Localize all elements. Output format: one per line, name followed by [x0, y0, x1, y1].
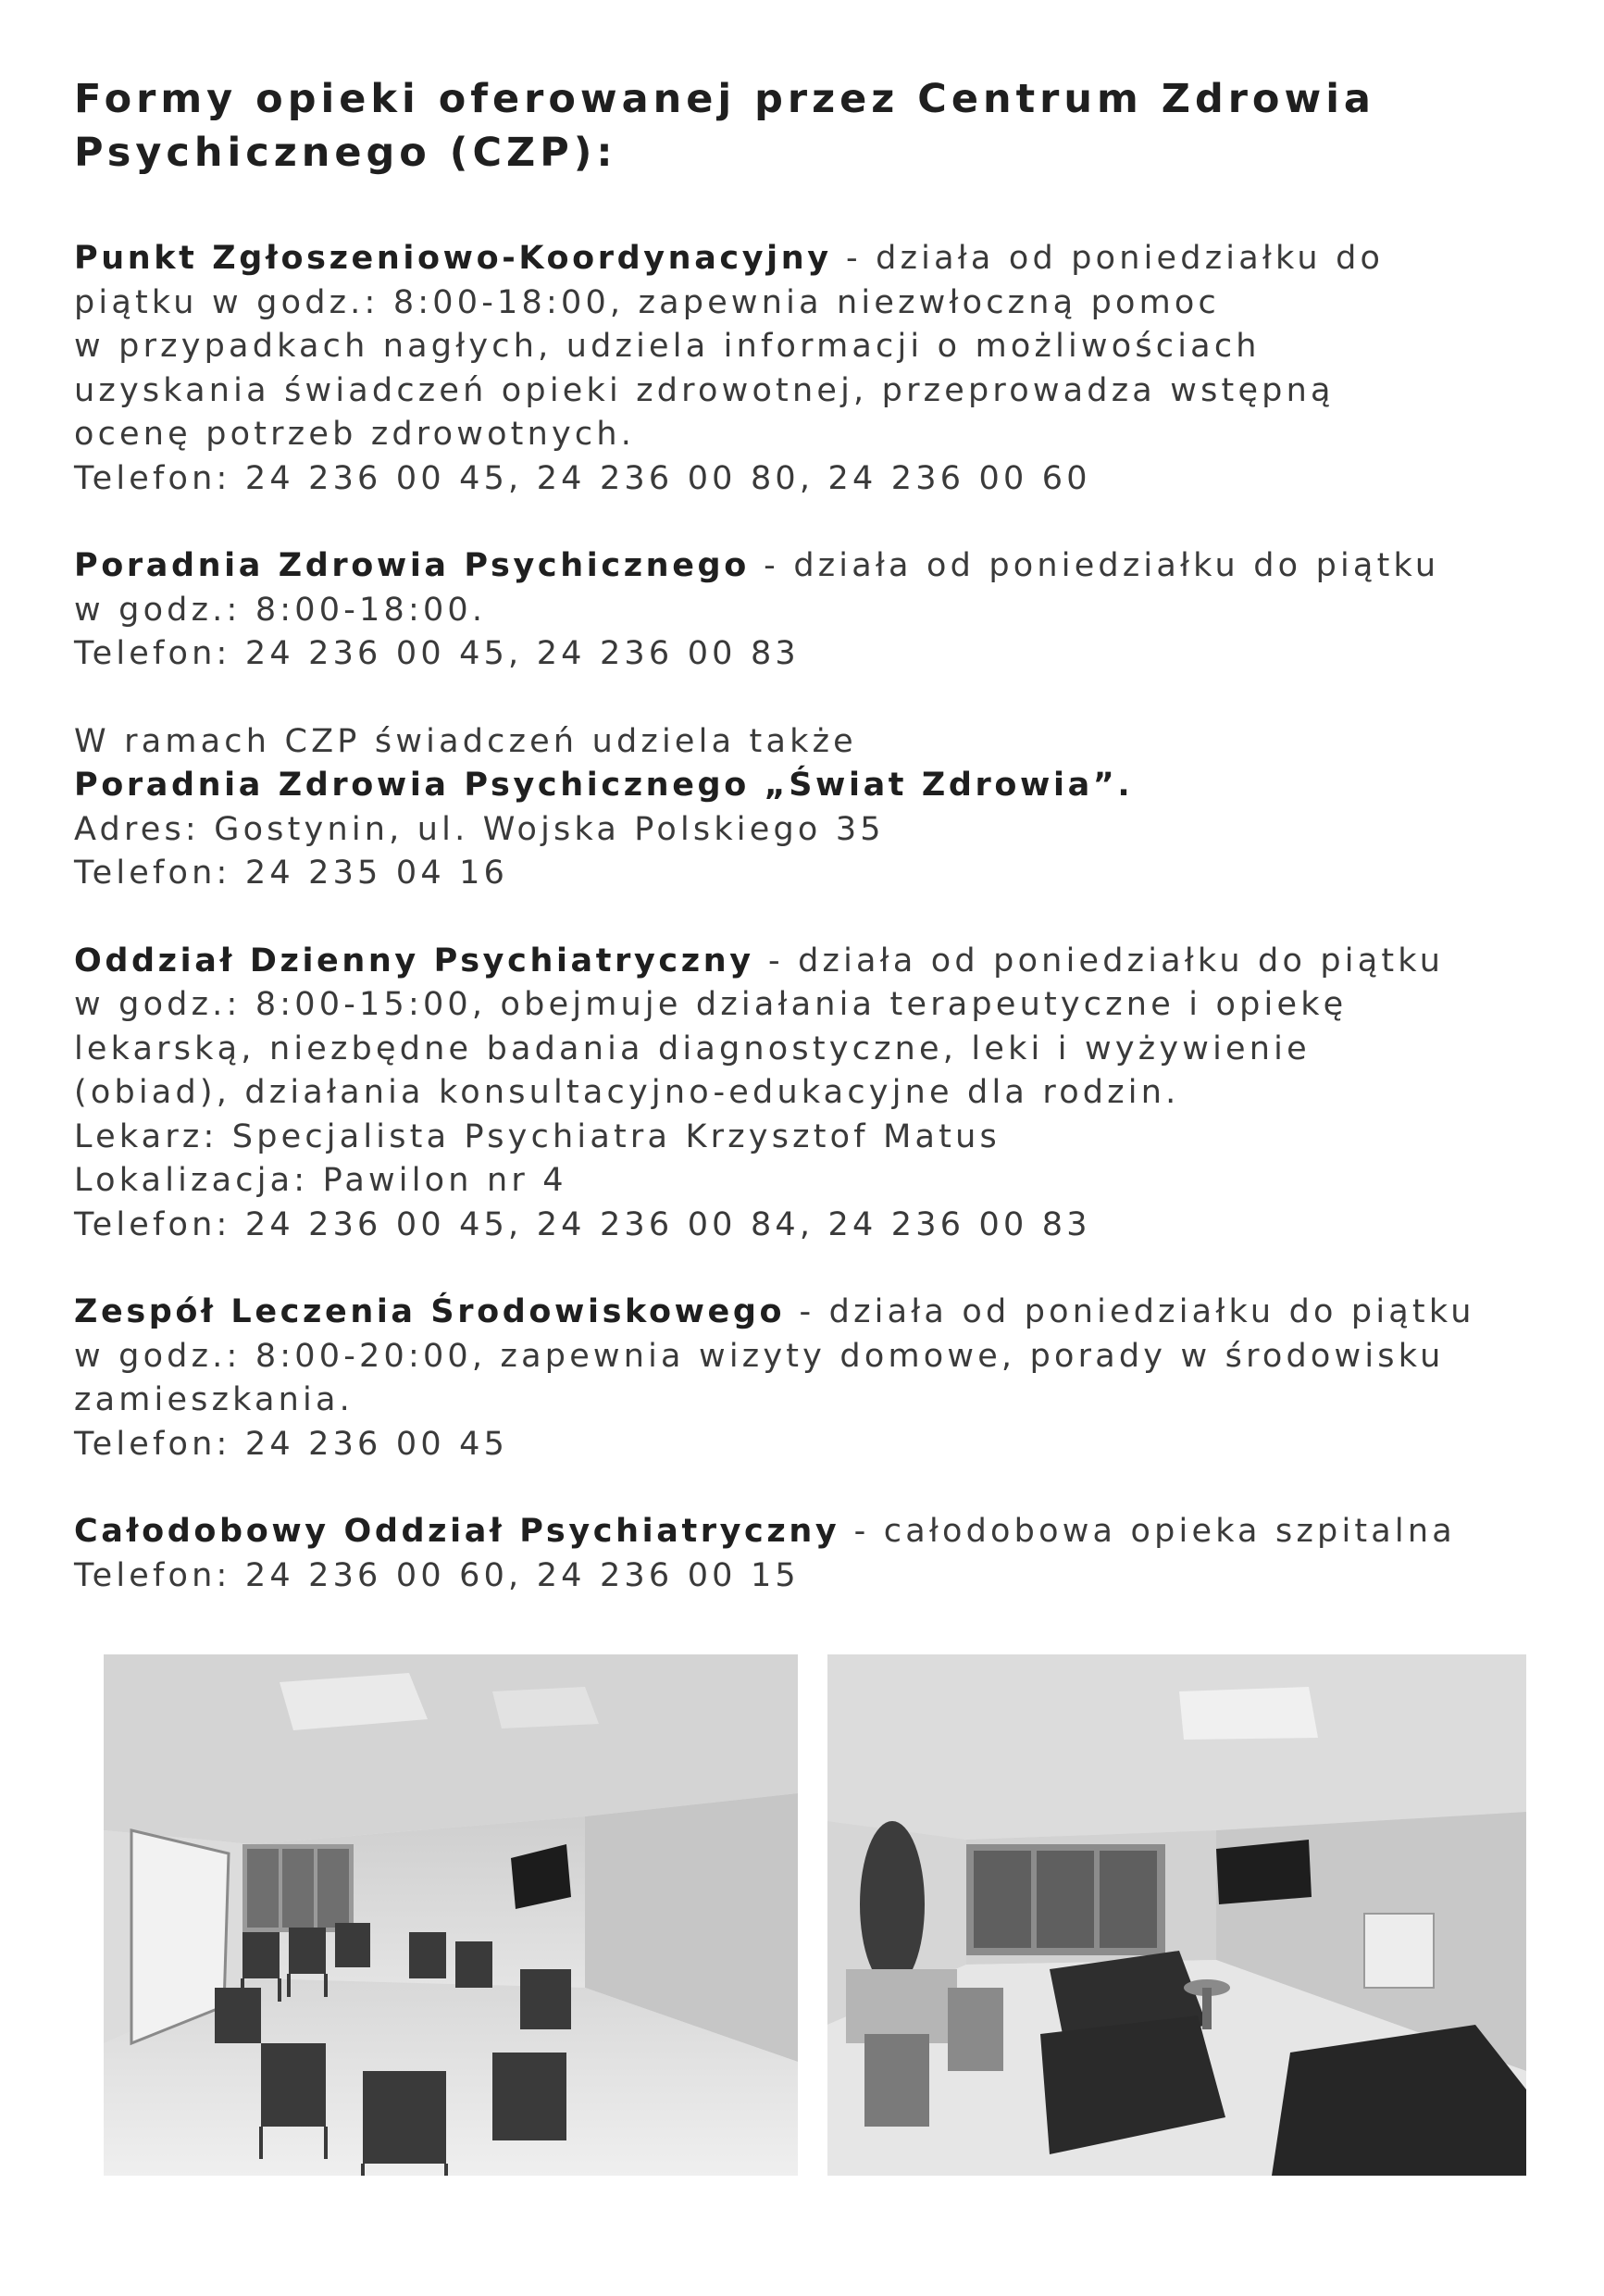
doctor-line: Lekarz: Specjalista Psychiatra Krzysztof Matus [74, 1117, 1001, 1155]
location-line: Lokalizacja: Pawilon nr 4 [74, 1162, 567, 1199]
address-line: Adres: Gostynin, ul. Wojska Polskiego 35 [74, 810, 885, 848]
therapy-room-photo [104, 1654, 798, 2176]
page-title: Formy opieki oferowanej przez Centrum Zdrowia Psychicznego (CZP): [74, 76, 1375, 176]
phone-line: Telefon: 24 236 00 45 [74, 1425, 509, 1463]
phone-line: Telefon: 24 236 00 45, 24 236 00 83 [74, 635, 800, 672]
photo-row [104, 1654, 1529, 2176]
phone-line: Telefon: 24 236 00 60, 24 236 00 15 [74, 1556, 800, 1594]
phone-line: Telefon: 24 236 00 45, 24 236 00 80, 24 236 00 60 [74, 459, 1091, 497]
section-zespol-leczenia-srodowiskowego: Zespół Leczenia Środowiskowego - działa od poniedziałku do piątku w godz.: 8:00-20:00, zapewnia wizyty domowe, porady w środowisku zamieszkania. Telefon: 24 236 00 45 [74, 1291, 1555, 1466]
section-title: Oddział Dzienny Psychiatryczny [74, 942, 754, 980]
lounge-room-photo [827, 1654, 1526, 2176]
section-punkt-zgloszeniowo-koordynacyjny: Punkt Zgłoszeniowo-Koordynacyjny - działa od poniedziałku do piątku w godz.: 8:00-18:00, zapewnia niezwłoczną pomoc w przypadkach nagłych, udziela informacji o możliwościach uzyskania świadczeń opieki zdrowotnej, przeprowadza wstępną ocenę potrzeb zdrowotnych. Telefon: 24 236 00 45, 24 236 00 80, 24 236 00 60 [74, 237, 1555, 501]
document-page [74, 72, 1555, 1598]
section-swiat-zdrowia: W ramach CZP świadczeń udziela także Poradnia Zdrowia Psychicznego „Świat Zdrowia”. Adres: Gostynin, ul. Wojska Polskiego 35 Telefon: 24 235 04 16 [74, 720, 1555, 896]
section-calodobowy-oddzial: Całodobowy Oddział Psychiatryczny - całodobowa opieka szpitalna Telefon: 24 236 00 60, 24 236 00 15 [74, 1510, 1555, 1598]
section-title: Poradnia Zdrowia Psychicznego [74, 547, 750, 584]
phone-line: Telefon: 24 236 00 45, 24 236 00 84, 24 236 00 83 [74, 1205, 1091, 1243]
section-title: Całodobowy Oddział Psychiatryczny [74, 1513, 840, 1550]
section-oddzial-dzienny: Oddział Dzienny Psychiatryczny - działa od poniedziałku do piątku w godz.: 8:00-15:00, obejmuje działania terapeutyczne i opiekę lekarską, niezbędne badania diagnostyczne, leki i wyżywienie (obiad), działania konsultacyjno-edukacyjne dla rodzin. Lekarz: Specjalista Psychiatra Krzysztof Matus Lokalizacja: Pawilon nr 4 Telefon: 24 236 00 45, 24 236 00 84, 24 236 00 83 [74, 940, 1555, 1248]
phone-line: Telefon: 24 235 04 16 [74, 855, 509, 892]
section-title: Poradnia Zdrowia Psychicznego „Świat Zdrowia”. [74, 767, 1134, 804]
section-poradnia-zdrowia-psychicznego: Poradnia Zdrowia Psychicznego - działa od poniedziałku do piątku w godz.: 8:00-18:00. Telefon: 24 236 00 45, 24 236 00 83 [74, 544, 1555, 677]
section-title: Punkt Zgłoszeniowo-Koordynacyjny [74, 240, 832, 277]
section-title: Zespół Leczenia Środowiskowego [74, 1293, 786, 1330]
